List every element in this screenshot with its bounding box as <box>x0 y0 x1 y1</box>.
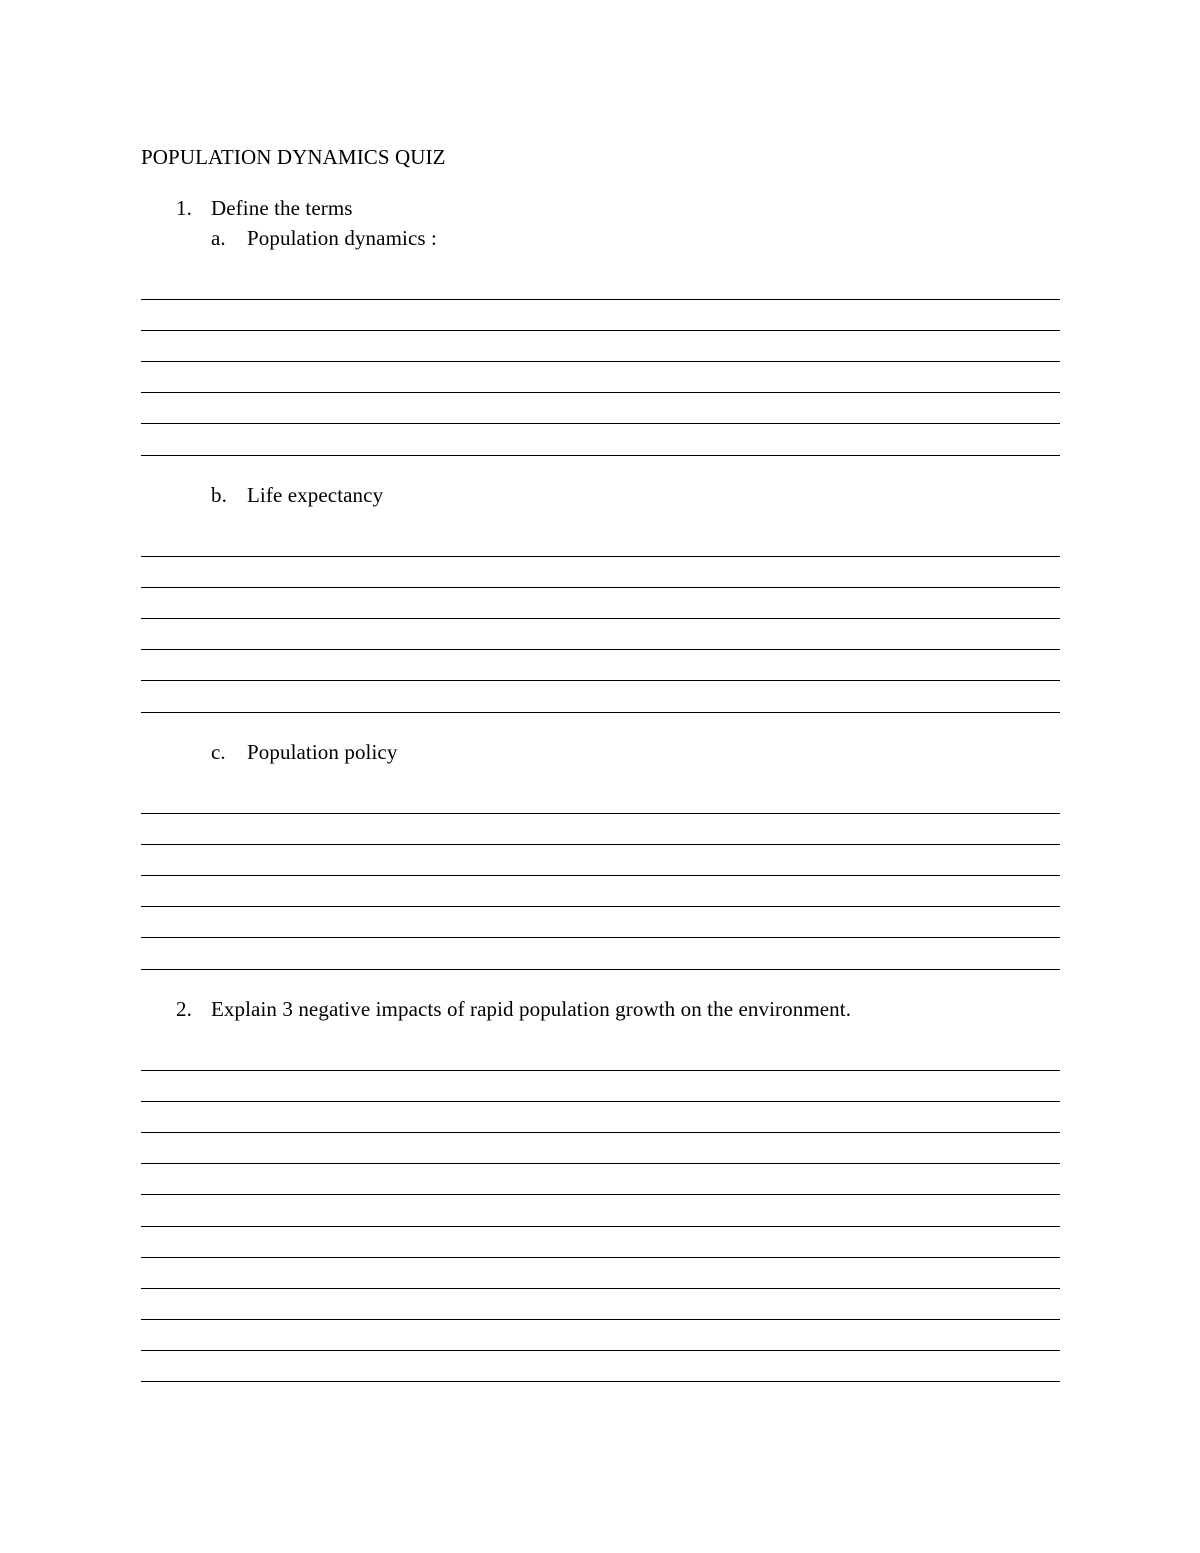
answer-line <box>141 455 1060 456</box>
answer-line <box>141 813 1060 814</box>
answer-line <box>141 844 1060 845</box>
answer-line <box>141 1070 1060 1071</box>
answer-line <box>141 361 1060 362</box>
answer-line <box>141 1257 1060 1258</box>
answer-line <box>141 1132 1060 1133</box>
answer-line <box>141 1194 1060 1195</box>
answer-line <box>141 556 1060 557</box>
answer-line <box>141 392 1060 393</box>
answer-line <box>141 618 1060 619</box>
answer-line <box>141 587 1060 588</box>
question-1a-letter: a. <box>211 226 226 250</box>
answer-line <box>141 1381 1060 1382</box>
question-1c-letter: c. <box>211 740 226 764</box>
question-1b-letter: b. <box>211 483 227 507</box>
answer-line <box>141 906 1060 907</box>
answer-line <box>141 1288 1060 1289</box>
answer-line <box>141 649 1060 650</box>
question-1-number: 1. <box>176 196 192 220</box>
answer-line <box>141 330 1060 331</box>
answer-line <box>141 937 1060 938</box>
question-1c-text: Population policy <box>247 740 398 764</box>
answer-line <box>141 1350 1060 1351</box>
question-2-text: Explain 3 negative impacts of rapid population growth on the environment. <box>211 997 852 1021</box>
question-1b-text: Life expectancy <box>247 483 384 507</box>
answer-line <box>141 1163 1060 1164</box>
question-2-number: 2. <box>176 997 192 1021</box>
answer-line <box>141 875 1060 876</box>
question-1-text: Define the terms <box>211 196 353 220</box>
page-title: POPULATION DYNAMICS QUIZ <box>141 145 446 169</box>
answer-line <box>141 1226 1060 1227</box>
answer-line <box>141 969 1060 970</box>
answer-line <box>141 423 1060 424</box>
answer-line <box>141 1319 1060 1320</box>
answer-line <box>141 680 1060 681</box>
answer-line <box>141 299 1060 300</box>
answer-line <box>141 712 1060 713</box>
question-1a-text: Population dynamics : <box>247 226 437 250</box>
answer-line <box>141 1101 1060 1102</box>
